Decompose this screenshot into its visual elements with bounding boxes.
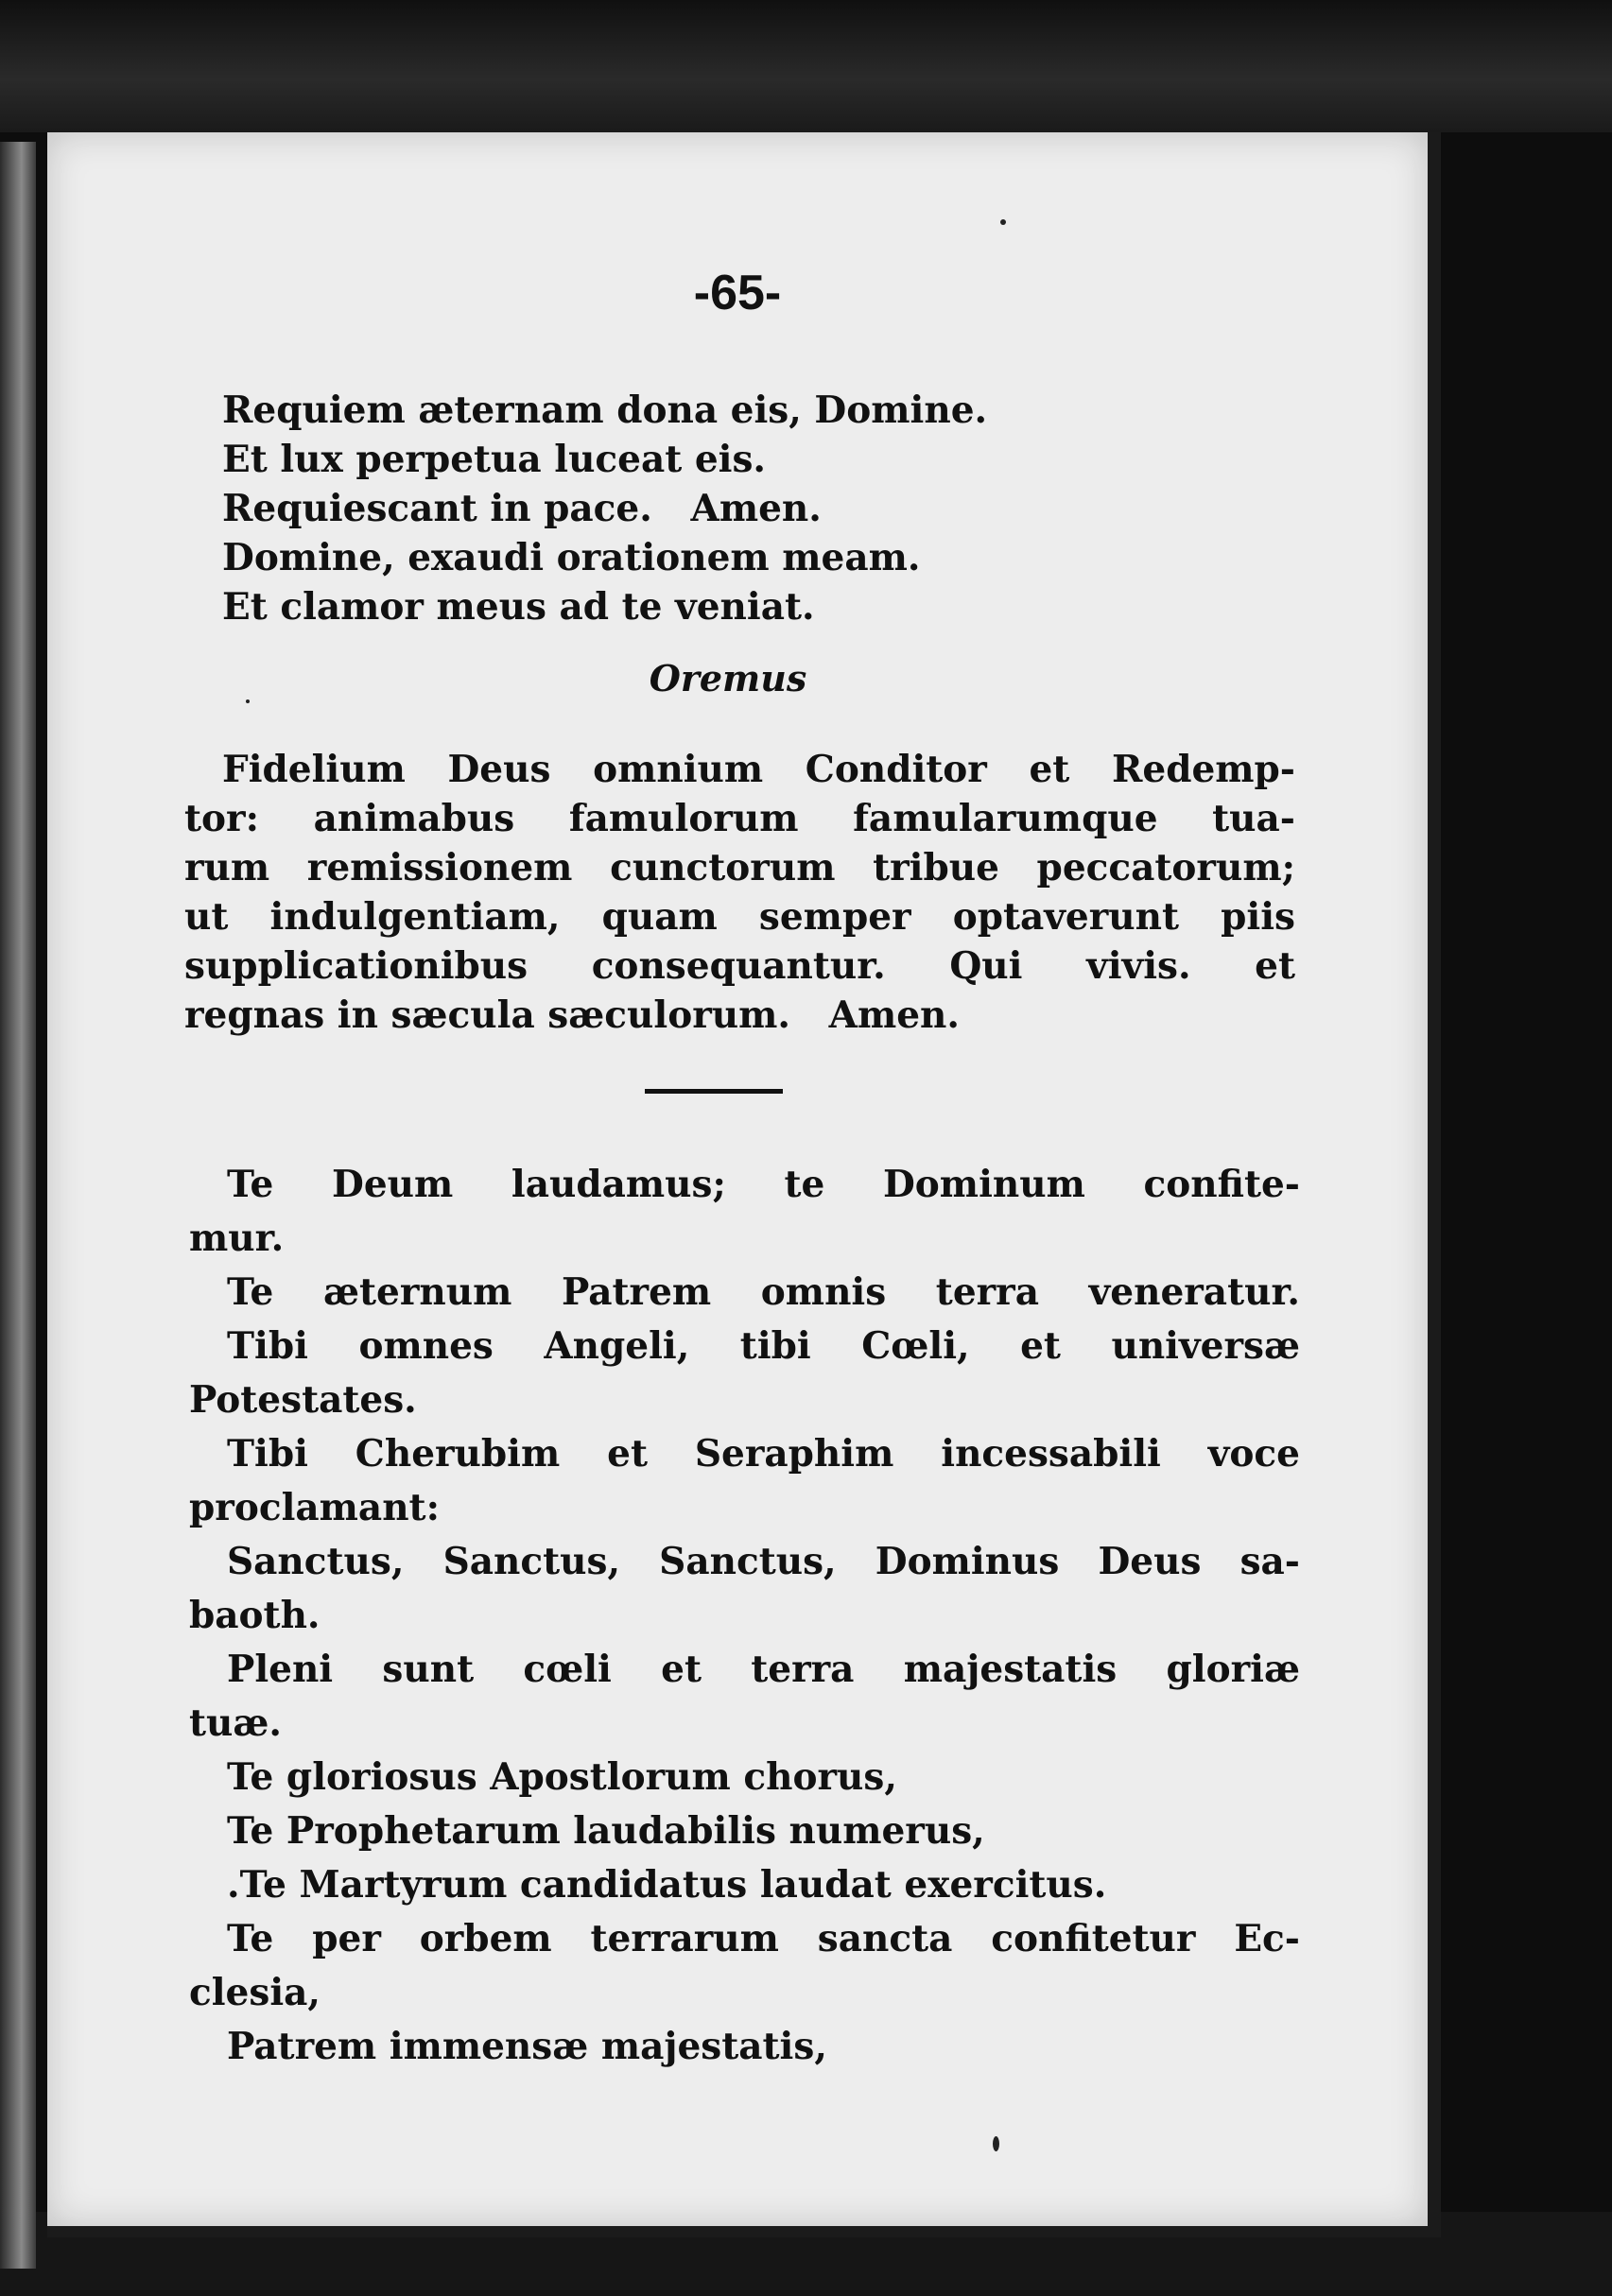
hymn-line: .Te Martyrum candidatus laudat exercitus.	[227, 1863, 1107, 1907]
hymn-line: Te æternum Patrem omnis terra veneratur.	[227, 1270, 1300, 1314]
hymn-line: Te gloriosus Apostlorum chorus,	[227, 1755, 897, 1799]
hymn-line: Te Prophetarum laudabilis numerus,	[227, 1809, 985, 1853]
hymn-line: mur.	[189, 1217, 285, 1260]
verse-line: Et clamor meus ad te veniat.	[222, 585, 815, 629]
verse-line: Requiescant in pace. Amen.	[222, 487, 822, 530]
hymn-line: Te per orbem terrarum sancta confitetur Ec-	[227, 1917, 1300, 1960]
hymn-line: Pleni sunt cœli et terra majestatis gloriæ	[227, 1648, 1300, 1691]
paragraph-line: tor: animabus famulorum famularumque tua-	[184, 797, 1295, 840]
hymn-line: tuæ.	[189, 1701, 282, 1745]
hymn-line: Sanctus, Sanctus, Sanctus, Dominus Deus sa-	[227, 1540, 1300, 1583]
book-page	[47, 132, 1441, 2237]
verse-line: Domine, exaudi orationem meam.	[222, 536, 921, 579]
page-number: -65-	[693, 266, 782, 320]
adjacent-page-edge	[0, 142, 36, 2269]
requiem-verses	[222, 386, 987, 631]
paragraph-line: rum remissionem cunctorum tribue peccatorum;	[184, 846, 1295, 889]
film-frame-top	[0, 0, 1612, 132]
verse-line: Et lux perpetua luceat eis.	[222, 438, 767, 481]
hymn-line: clesia,	[189, 1971, 321, 2014]
hymn-line: baoth.	[189, 1594, 321, 1637]
hymn-line: Tibi Cherubim et Seraphim incessabili voce	[227, 1432, 1300, 1476]
paragraph-line: supplicationibus consequantur. Qui vivis. et	[184, 944, 1295, 988]
verse-line: Requiem æternam dona eis, Domine.	[222, 388, 988, 432]
paragraph-line: Fidelium Deus omnium Conditor et Redemp-	[222, 748, 1295, 791]
hymn-line: proclamant:	[189, 1486, 440, 1529]
hymn-line: Potestates.	[189, 1378, 417, 1422]
oremus-paragraph	[184, 745, 1295, 1040]
paragraph-line: regnas in sæcula sæculorum. Amen.	[184, 993, 960, 1037]
oremus-heading: Oremus	[649, 657, 807, 699]
te-deum-hymn	[189, 1158, 1300, 2074]
hymn-line: Te Deum laudamus; te Dominum confite-	[227, 1163, 1300, 1206]
section-divider	[645, 1089, 783, 1094]
hymn-line: Patrem immensæ majestatis,	[227, 2025, 827, 2068]
paragraph-line: ut indulgentiam, quam semper optaverunt piis	[184, 895, 1295, 939]
hymn-line: Tibi omnes Angeli, tibi Cœli, et universæ	[227, 1324, 1300, 1368]
